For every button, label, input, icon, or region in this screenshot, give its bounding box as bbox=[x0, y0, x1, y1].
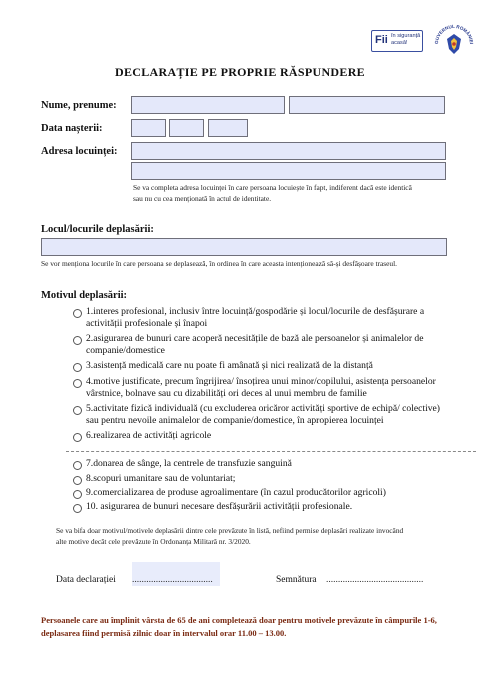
motive-radio-8[interactable] bbox=[73, 476, 82, 485]
motive-option-5-line1: 5.activitate fizică individuală (cu excluderea oricăror activități sportive de echipă/ colective) bbox=[86, 403, 440, 414]
locations-field[interactable] bbox=[41, 238, 447, 256]
name-label: Nume, prenume: bbox=[41, 100, 117, 111]
locations-note: Se vor menționa locurile în care persoana se deplasează, în ordinea în care aceasta intenționează să-și desfășoare traseul. bbox=[41, 259, 398, 268]
motive-radio-2[interactable] bbox=[73, 336, 82, 345]
birth-month-field[interactable] bbox=[169, 119, 204, 137]
footer-note-line1: Persoanele care au împlinit vârsta de 65 de ani completează doar pentru motivele prevăzute în câmpurile 1-6, bbox=[41, 615, 437, 625]
first-name-field[interactable] bbox=[289, 96, 445, 114]
motive-option-1-line1: 1.interes profesional, inclusiv între locuință/gospodărie și locul/locurile de desfășurare a bbox=[86, 306, 425, 317]
locations-label: Locul/locurile deplasării: bbox=[41, 224, 154, 235]
footer-note-line2: deplasarea fiind permisă zilnic doar în intervalul orar 11.00 – 13.00. bbox=[41, 628, 287, 638]
address-note-line1: Se va completa adresa locuinței în care persoana locuiește în fapt, indiferent dacă este identică bbox=[133, 183, 412, 192]
address-field-line1[interactable] bbox=[131, 142, 446, 160]
signature-label: Semnătura bbox=[276, 575, 317, 585]
signature-dots: ......................................... bbox=[326, 575, 424, 585]
motive-option-4-line1: 4.motive justificate, precum îngrijirea/ însoțirea unui minor/copilului, asistența persoanelor bbox=[86, 376, 436, 387]
government-crest-icon bbox=[432, 24, 476, 60]
motive-option-6-line1: 6.realizarea de activități agricole bbox=[86, 430, 212, 441]
motive-option-4-line2: vârstnice, bolnave sau cu dizabilități ori deces al unui membru de familie bbox=[86, 388, 367, 399]
motive-radio-10[interactable] bbox=[73, 504, 82, 513]
motive-radio-5[interactable] bbox=[73, 406, 82, 415]
logo-subtext bbox=[391, 33, 420, 47]
page-title: DECLARAȚIE PE PROPRIE RĂSPUNDERE bbox=[115, 65, 365, 79]
motive-option-8-line1: 8.scopuri umanitare sau de voluntariat; bbox=[86, 473, 236, 484]
gov-arc-text: GUVERNUL ROMÂNIEI bbox=[433, 24, 475, 45]
motive-radio-9[interactable] bbox=[73, 490, 82, 499]
motive-option-2-line1: 2.asigurarea de bunuri care acoperă necesitățile de bază ale persoanelor și animalelor de bbox=[86, 333, 424, 344]
address-label: Adresa locuinței: bbox=[41, 146, 118, 157]
motive-option-3-line1: 3.asistență medicală care nu poate fi amânată și nici realizată de la distanță bbox=[86, 360, 373, 371]
logo-fii-text: Fii bbox=[375, 34, 388, 46]
birth-year-field[interactable] bbox=[208, 119, 248, 137]
fii-in-siguranta-logo bbox=[371, 30, 423, 52]
motive-note-line2: alte motive decât cele prevăzute în Ordonanța Militară nr. 3/2020. bbox=[56, 537, 251, 546]
motive-option-7-line1: 7.donarea de sânge, la centrele de transfuzie sanguină bbox=[86, 458, 292, 469]
date-dots: .................................. bbox=[132, 575, 213, 585]
motive-radio-7[interactable] bbox=[73, 461, 82, 470]
motive-note-line1: Se va bifa doar motivul/motivele deplasării dintre cele prevăzute în listă, nefiind permise deplasări realizate invocând bbox=[56, 526, 404, 535]
motive-radio-3[interactable] bbox=[73, 363, 82, 372]
logo-line2: acasă! bbox=[391, 40, 408, 46]
motive-radio-1[interactable] bbox=[73, 309, 82, 318]
motive-option-10-line1: 10. asigurarea de bunuri necesare desfășurării activității profesionale. bbox=[86, 501, 353, 512]
last-name-field[interactable] bbox=[131, 96, 285, 114]
date-label: Data declarației bbox=[56, 575, 116, 585]
options-separator bbox=[66, 451, 476, 452]
motive-radio-6[interactable] bbox=[73, 433, 82, 442]
motive-option-2-line2: companie/domestice bbox=[86, 345, 165, 356]
motive-option-9-line1: 9.comercializarea de produse agroalimentare (în cazul producătorilor agricoli) bbox=[86, 487, 386, 498]
birth-date-label: Data nașterii: bbox=[41, 123, 103, 134]
birth-day-field[interactable] bbox=[131, 119, 166, 137]
address-field-line2[interactable] bbox=[131, 162, 446, 180]
motive-label: Motivul deplasării: bbox=[41, 290, 128, 301]
address-note-line2: sau nu cu cea menționată în actul de identitate. bbox=[133, 194, 272, 203]
motive-option-1-line2: activității profesionale și înapoi bbox=[86, 318, 208, 329]
motive-radio-4[interactable] bbox=[73, 379, 82, 388]
logo-line1: în siguranță bbox=[391, 33, 421, 39]
motive-option-5-line2: sau pentru nevoile animalelor de companie/domestice, în apropierea locuinței bbox=[86, 415, 384, 426]
